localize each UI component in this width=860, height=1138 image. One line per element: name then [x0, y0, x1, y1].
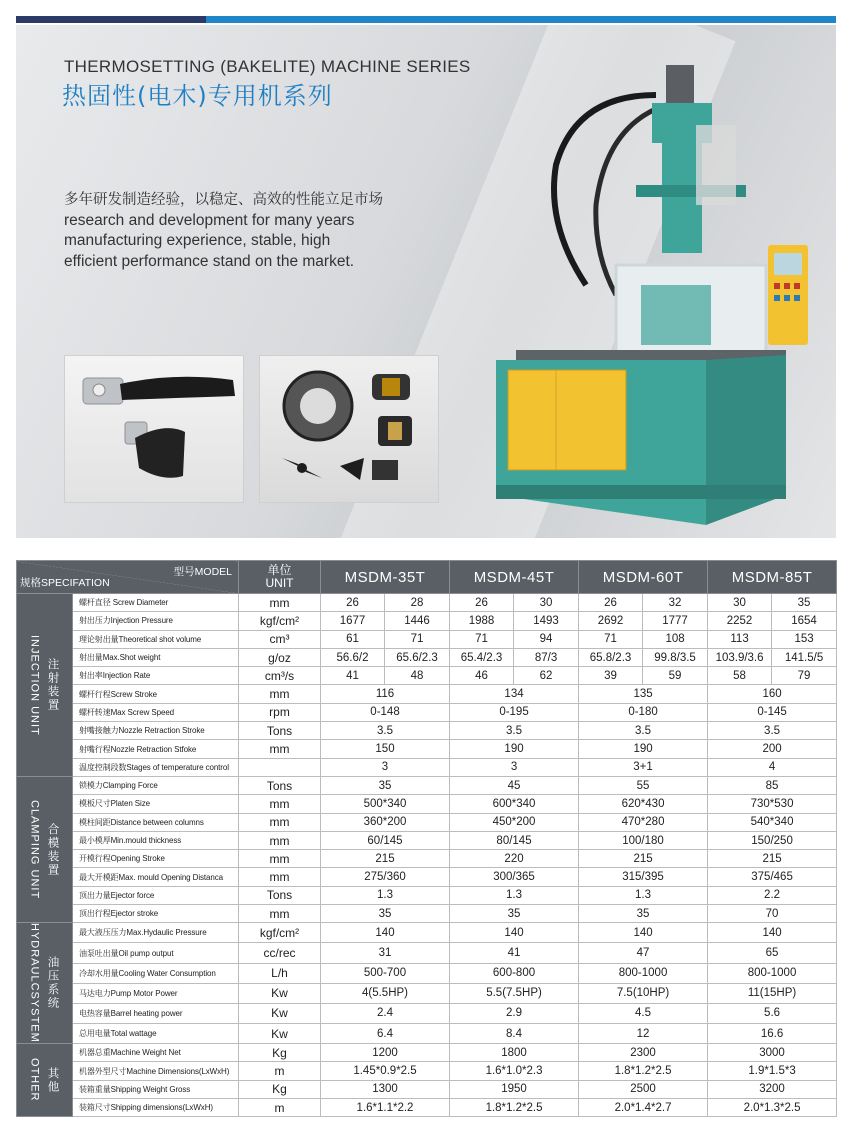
value-cell: 300/365 — [450, 868, 579, 886]
value-cell: 2.4 — [321, 1003, 450, 1023]
section-label — [17, 594, 73, 777]
value-cell: 31 — [321, 943, 450, 963]
value-cell: 3.5 — [321, 722, 450, 740]
table-corner — [17, 561, 239, 594]
section-label-en: INJECTION UNIT — [28, 634, 41, 736]
value-cell: 2252 — [708, 612, 772, 630]
value-cell: 3 — [321, 758, 450, 776]
value-cell: 215 — [708, 850, 837, 868]
section-label-cn: 注射装置 — [46, 657, 59, 712]
value-cell: 600-800 — [450, 963, 579, 983]
value-cell: 60/145 — [321, 831, 450, 849]
value-cell: 71 — [450, 630, 514, 648]
value-cell: 1493 — [514, 612, 579, 630]
value-cell: 3+1 — [579, 758, 708, 776]
section-label-cn: 油压系统 — [46, 956, 59, 1011]
table-row — [17, 1098, 837, 1116]
value-cell: 8.4 — [450, 1023, 579, 1043]
parameter-name: 锁模力Clamping Force — [73, 776, 239, 794]
table-row — [17, 905, 837, 923]
value-cell: 85 — [708, 776, 837, 794]
value-cell: 140 — [321, 923, 450, 943]
parameter-unit: Kg — [239, 1080, 321, 1098]
value-cell: 800-1000 — [579, 963, 708, 983]
parameter-unit: mm — [239, 905, 321, 923]
parameter-name: 螺杆行程Screw Stroke — [73, 685, 239, 703]
value-cell: 315/395 — [579, 868, 708, 886]
value-cell: 35 — [450, 905, 579, 923]
table-row — [17, 685, 837, 703]
parameter-unit: mm — [239, 685, 321, 703]
value-cell: 7.5(10HP) — [579, 983, 708, 1003]
value-cell: 1446 — [385, 612, 450, 630]
value-cell: 150/250 — [708, 831, 837, 849]
parameter-unit: m — [239, 1062, 321, 1080]
value-cell: 5.6 — [708, 1003, 837, 1023]
value-cell: 1.8*1.2*2.5 — [579, 1062, 708, 1080]
value-cell: 215 — [579, 850, 708, 868]
section-label-en: HYDRAULCSYSTEM — [28, 923, 41, 1044]
value-cell: 45 — [450, 776, 579, 794]
value-cell: 65.4/2.3 — [450, 648, 514, 666]
title-english: THERMOSETTING (BAKELITE) MACHINE SERIES — [64, 57, 471, 76]
value-cell: 190 — [579, 740, 708, 758]
hero-banner — [16, 25, 836, 538]
table-row — [17, 831, 837, 849]
parameter-name: 机器总重Machine Weight Net — [73, 1044, 239, 1062]
value-cell: 35 — [321, 776, 450, 794]
parameter-unit: Kw — [239, 1003, 321, 1023]
parameter-unit: Kw — [239, 1023, 321, 1043]
table-row — [17, 813, 837, 831]
description — [64, 190, 444, 272]
model-header: MSDM-85T — [708, 561, 837, 594]
value-cell: 0-180 — [579, 703, 708, 721]
parameter-name: 顶出力量Ejector force — [73, 886, 239, 904]
value-cell: 3.5 — [708, 722, 837, 740]
vertical-injection-machine-illustration — [456, 55, 816, 525]
parameter-unit: kgf/cm² — [239, 612, 321, 630]
parameter-name: 装箱重量Shipping Weight Gross — [73, 1080, 239, 1098]
corner-model-label: 型号MODEL — [173, 566, 232, 578]
value-cell: 80/145 — [450, 831, 579, 849]
parameter-name: 螺杆转速Max Screw Speed — [73, 703, 239, 721]
parameter-name: 马达电力Pump Motor Power — [73, 983, 239, 1003]
description-line: manufacturing experience, stable, high — [64, 232, 331, 249]
value-cell: 39 — [579, 667, 643, 685]
value-cell: 55 — [579, 776, 708, 794]
section-label-en: CLAMPING UNIT — [28, 800, 41, 900]
value-cell: 1777 — [643, 612, 708, 630]
parameter-name: 总用电量Total wattage — [73, 1023, 239, 1043]
table-row — [17, 722, 837, 740]
value-cell: 30 — [514, 594, 579, 612]
parameter-name: 螺杆直径 Screw Diameter — [73, 594, 239, 612]
parameter-unit: Kg — [239, 1044, 321, 1062]
value-cell: 1.3 — [450, 886, 579, 904]
value-cell: 160 — [708, 685, 837, 703]
parameter-unit: mm — [239, 813, 321, 831]
table-row — [17, 1023, 837, 1043]
model-header: MSDM-35T — [321, 561, 450, 594]
value-cell: 3200 — [708, 1080, 837, 1098]
value-cell: 71 — [579, 630, 643, 648]
value-cell: 150 — [321, 740, 450, 758]
value-cell: 470*280 — [579, 813, 708, 831]
table-row — [17, 868, 837, 886]
value-cell: 35 — [579, 905, 708, 923]
section-label — [17, 923, 73, 1044]
parameter-name: 最大液压压力Max.Hydaulic Pressure — [73, 923, 239, 943]
value-cell: 500*340 — [321, 795, 450, 813]
value-cell: 62 — [514, 667, 579, 685]
value-cell: 140 — [579, 923, 708, 943]
parameter-unit: Kw — [239, 983, 321, 1003]
value-cell: 3 — [450, 758, 579, 776]
value-cell: 4(5.5HP) — [321, 983, 450, 1003]
table-row — [17, 648, 837, 666]
top-accent-bar — [16, 16, 836, 23]
value-cell: 3.5 — [579, 722, 708, 740]
value-cell: 5.5(7.5HP) — [450, 983, 579, 1003]
value-cell: 1.3 — [579, 886, 708, 904]
section-label — [17, 776, 73, 922]
value-cell: 70 — [708, 905, 837, 923]
table-row — [17, 740, 837, 758]
top-accent-dark — [16, 16, 206, 23]
value-cell: 140 — [450, 923, 579, 943]
value-cell: 1.45*0.9*2.5 — [321, 1062, 450, 1080]
value-cell: 11(15HP) — [708, 983, 837, 1003]
value-cell: 3.5 — [450, 722, 579, 740]
parameter-name: 装箱尺寸Shipping dimensions(LxWxH) — [73, 1098, 239, 1116]
parameter-name: 冷却水用量Cooling Water Consumption — [73, 963, 239, 983]
parameter-name: 最大开模距Max. mould Opening Distanca — [73, 868, 239, 886]
value-cell: 0-148 — [321, 703, 450, 721]
value-cell: 620*430 — [579, 795, 708, 813]
parameter-name: 顶出行程Ejector stroke — [73, 905, 239, 923]
value-cell: 26 — [579, 594, 643, 612]
table-row — [17, 1003, 837, 1023]
parameter-unit: mm — [239, 594, 321, 612]
value-cell: 1800 — [450, 1044, 579, 1062]
value-cell: 0-145 — [708, 703, 837, 721]
value-cell: 32 — [643, 594, 708, 612]
parameter-unit: g/oz — [239, 648, 321, 666]
table-row — [17, 758, 837, 776]
parameter-name: 射嘴行程Nozzle Retraction Stfoke — [73, 740, 239, 758]
table-row — [17, 703, 837, 721]
value-cell: 500-700 — [321, 963, 450, 983]
parameter-name: 开模行程Opening Stroke — [73, 850, 239, 868]
table-row — [17, 1044, 837, 1062]
value-cell: 450*200 — [450, 813, 579, 831]
value-cell: 540*340 — [708, 813, 837, 831]
title-chinese: 热固性(电木)专用机系列 — [62, 82, 333, 110]
value-cell: 1.6*1.1*2.2 — [321, 1098, 450, 1116]
table-row — [17, 963, 837, 983]
parameter-name: 温度控制段数Stages of temperature control — [73, 758, 239, 776]
value-cell: 47 — [579, 943, 708, 963]
parameter-unit: mm — [239, 795, 321, 813]
specification-table — [16, 560, 837, 1117]
parameter-name: 射出压力Injection Pressure — [73, 612, 239, 630]
parameter-name: 模柱间距Distance between columns — [73, 813, 239, 831]
section-label-en: OTHER — [28, 1058, 41, 1102]
table-row — [17, 667, 837, 685]
table-row — [17, 594, 837, 612]
value-cell: 35 — [321, 905, 450, 923]
value-cell: 2300 — [579, 1044, 708, 1062]
parameter-unit: m — [239, 1098, 321, 1116]
table-row — [17, 1062, 837, 1080]
parameter-unit: cm³/s — [239, 667, 321, 685]
parameter-unit: cm³ — [239, 630, 321, 648]
value-cell: 215 — [321, 850, 450, 868]
value-cell: 116 — [321, 685, 450, 703]
value-cell: 100/180 — [579, 831, 708, 849]
value-cell: 28 — [385, 594, 450, 612]
value-cell: 3000 — [708, 1044, 837, 1062]
section-label — [17, 1044, 73, 1117]
value-cell: 41 — [450, 943, 579, 963]
model-header: MSDM-60T — [579, 561, 708, 594]
parameter-name: 最小模厚Min.mould thickness — [73, 831, 239, 849]
table-row — [17, 943, 837, 963]
description-line: research and development for many years — [64, 211, 355, 229]
parameter-name: 油泵吐出量Oil pump output — [73, 943, 239, 963]
value-cell: 275/360 — [321, 868, 450, 886]
value-cell: 16.6 — [708, 1023, 837, 1043]
value-cell: 35 — [772, 594, 837, 612]
product-photo-handles — [64, 355, 244, 503]
description-line: efficient performance stand on the market. — [64, 252, 355, 270]
value-cell: 58 — [708, 667, 772, 685]
parameter-name: 射出量Max.Shot weight — [73, 648, 239, 666]
value-cell: 135 — [579, 685, 708, 703]
value-cell: 94 — [514, 630, 579, 648]
value-cell: 153 — [772, 630, 837, 648]
parameter-name: 机器外型尺寸Machine Dimensions(LxWxH) — [73, 1062, 239, 1080]
section-label-cn: 其他 — [46, 1066, 59, 1094]
parameter-unit: Tons — [239, 722, 321, 740]
value-cell: 2.0*1.4*2.7 — [579, 1098, 708, 1116]
unit-header — [239, 561, 321, 594]
value-cell: 600*340 — [450, 795, 579, 813]
corner-spec-label: 规格SPECIFATION — [20, 577, 110, 589]
value-cell: 87/3 — [514, 648, 579, 666]
value-cell: 1654 — [772, 612, 837, 630]
value-cell: 1677 — [321, 612, 385, 630]
description-line: 多年研发制造经验，以稳定、高效的性能立足市场 — [64, 192, 383, 208]
parameter-unit: L/h — [239, 963, 321, 983]
value-cell: 79 — [772, 667, 837, 685]
parameter-unit: mm — [239, 868, 321, 886]
product-photo-parts — [259, 355, 439, 503]
value-cell: 2500 — [579, 1080, 708, 1098]
value-cell: 65.8/2.3 — [579, 648, 643, 666]
value-cell: 26 — [321, 594, 385, 612]
parameter-unit: mm — [239, 831, 321, 849]
value-cell: 103.9/3.6 — [708, 648, 772, 666]
table-row — [17, 983, 837, 1003]
value-cell: 800-1000 — [708, 963, 837, 983]
value-cell: 61 — [321, 630, 385, 648]
value-cell: 65 — [708, 943, 837, 963]
value-cell: 41 — [321, 667, 385, 685]
parameter-unit: kgf/cm² — [239, 923, 321, 943]
value-cell: 1200 — [321, 1044, 450, 1062]
value-cell: 56.6/2 — [321, 648, 385, 666]
parameter-unit: rpm — [239, 703, 321, 721]
value-cell: 12 — [579, 1023, 708, 1043]
value-cell: 140 — [708, 923, 837, 943]
parameter-name: 理论射出量Theoretical shot volume — [73, 630, 239, 648]
value-cell: 4 — [708, 758, 837, 776]
parameter-unit: mm — [239, 850, 321, 868]
parameter-unit: Tons — [239, 776, 321, 794]
value-cell: 1.3 — [321, 886, 450, 904]
value-cell: 1.6*1.0*2.3 — [450, 1062, 579, 1080]
parameter-unit: Tons — [239, 886, 321, 904]
unit-header-cn: 单位 — [267, 563, 292, 577]
value-cell: 26 — [450, 594, 514, 612]
value-cell: 1300 — [321, 1080, 450, 1098]
value-cell: 46 — [450, 667, 514, 685]
table-row — [17, 776, 837, 794]
table-row — [17, 886, 837, 904]
value-cell: 730*530 — [708, 795, 837, 813]
value-cell: 2692 — [579, 612, 643, 630]
value-cell: 71 — [385, 630, 450, 648]
value-cell: 375/465 — [708, 868, 837, 886]
value-cell: 141.5/5 — [772, 648, 837, 666]
parameter-name: 射嘴接触力Nozzle Retraction Stroke — [73, 722, 239, 740]
parameter-unit: mm — [239, 740, 321, 758]
value-cell: 59 — [643, 667, 708, 685]
table-row — [17, 1080, 837, 1098]
table-header-row — [17, 561, 837, 594]
parameter-name: 模板尺寸Platen Size — [73, 795, 239, 813]
value-cell: 30 — [708, 594, 772, 612]
top-accent-light — [206, 16, 836, 23]
value-cell: 1.9*1.5*3 — [708, 1062, 837, 1080]
value-cell: 2.2 — [708, 886, 837, 904]
value-cell: 113 — [708, 630, 772, 648]
parameter-name: 电热容量Barrel heating power — [73, 1003, 239, 1023]
value-cell: 6.4 — [321, 1023, 450, 1043]
table-row — [17, 795, 837, 813]
value-cell: 108 — [643, 630, 708, 648]
value-cell: 48 — [385, 667, 450, 685]
value-cell: 0-195 — [450, 703, 579, 721]
value-cell: 200 — [708, 740, 837, 758]
value-cell: 4.5 — [579, 1003, 708, 1023]
parameter-unit: cc/rec — [239, 943, 321, 963]
parameter-name: 射出率Injection Rate — [73, 667, 239, 685]
value-cell: 65.6/2.3 — [385, 648, 450, 666]
value-cell: 99.8/3.5 — [643, 648, 708, 666]
value-cell: 2.0*1.3*2.5 — [708, 1098, 837, 1116]
table-row — [17, 923, 837, 943]
table-row — [17, 612, 837, 630]
value-cell: 1950 — [450, 1080, 579, 1098]
table-row — [17, 850, 837, 868]
unit-header-en: UNIT — [265, 576, 294, 590]
value-cell: 1988 — [450, 612, 514, 630]
value-cell: 1.8*1.2*2.5 — [450, 1098, 579, 1116]
model-header: MSDM-45T — [450, 561, 579, 594]
value-cell: 2.9 — [450, 1003, 579, 1023]
value-cell: 220 — [450, 850, 579, 868]
value-cell: 360*200 — [321, 813, 450, 831]
value-cell: 190 — [450, 740, 579, 758]
section-label-cn: 合模装置 — [46, 822, 59, 877]
parameter-unit — [239, 758, 321, 776]
table-row — [17, 630, 837, 648]
value-cell: 134 — [450, 685, 579, 703]
